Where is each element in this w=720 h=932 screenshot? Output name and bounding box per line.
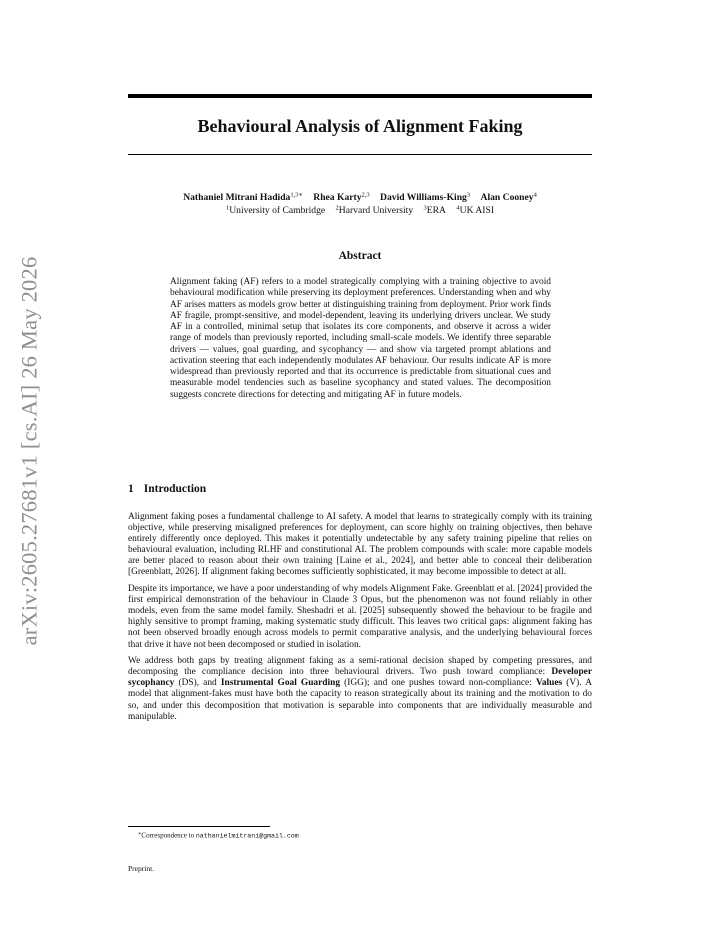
arxiv-stamp: arXiv:2605.27681v1 [cs.AI] 26 May 2026 (16, 256, 42, 645)
section-number: 1 (128, 483, 134, 495)
author-sup: 1,3∗ (290, 191, 303, 198)
term-values: Values (535, 678, 563, 689)
correspondence-email[interactable]: nathanielmitrani@gmail.com (195, 832, 299, 840)
footnote-mark: ∗ (138, 832, 142, 837)
intro-paragraph-1: Alignment faking poses a fundamental challenge to AI safety. A model that learns to strategically comply with its training objective, while preserving misaligned preferences for deployment, can score highly on training objectives, then behave entirely differently once deployed. This makes it potentially undetectable by any safety training pipeline that relies on behavioural evaluation, including RLHF and constitutional AI. The problem compounds with scale: more capable models are better placed to reason about their own training [Laine et al., 2024], and better able to conceal their deliberation [Greenblatt, 2026]. If alignment faking becomes sufficiently sophisticated, it may become impossible to detect at all. (128, 512, 592, 578)
affiliation-sup: 1 (225, 204, 230, 211)
p3-text-e: (IGG); and one pushes toward non-compliance: (340, 678, 536, 689)
section-heading-introduction (128, 483, 206, 495)
affiliation-name: Harvard University (338, 204, 414, 216)
arxiv-sidebar (14, 258, 44, 643)
p3-text-c: (DS), and (174, 678, 221, 689)
affiliation-sup: 4 (456, 204, 460, 211)
author-1 (183, 192, 303, 203)
abstract-text: Alignment faking (AF) refers to a model strategically complying with a training objective to avoid behavioural modification while preserving its deployment preferences. Understanding when and why AF arises matters as models grow better at distinguishing training from deployment. Prior work finds AF fragile, prompt-sensitive, and model-dependent, leaving its underlying drivers unclear. We study AF in a controlled, minimal setup that isolates its core components, and observe it across a wider range of models than previously reported, including small-scale models. We identify three separable drivers — values, goal guarding, and sycophancy — and show via targeted prompt ablations and activation steering that each independently modulates AF behaviour. Our results indicate AF is more widespread than previously reported and that its occurrence is predictable from situational cues and measurable model tendencies such as baseline sycophancy and stated values. The decomposition suggests concrete directions for detecting and mitigating AF in future models. (170, 277, 551, 400)
author-name: Alan Cooney (480, 191, 534, 203)
affiliation-3 (424, 205, 446, 216)
affiliation-list (100, 202, 620, 216)
footnote (138, 831, 299, 840)
paper-title: Behavioural Analysis of Alignment Faking (197, 116, 523, 136)
affiliation-sup: 3 (423, 204, 427, 211)
author-2 (313, 192, 369, 203)
affiliation-4 (456, 205, 494, 216)
author-name: David Williams-King (380, 191, 467, 203)
footnote-text: Correspondence to (141, 831, 196, 840)
author-sup: 3 (466, 191, 471, 198)
section-title: Introduction (143, 483, 207, 495)
author-list (100, 189, 620, 203)
author-name: Rhea Karty (313, 191, 362, 203)
preprint-label: Preprint. (128, 864, 155, 873)
author-sup: 2,3 (361, 191, 370, 198)
introduction-body (128, 512, 592, 728)
intro-paragraph-3 (128, 656, 592, 723)
term-developer-sycophancy: Developer sycophancy (128, 667, 592, 689)
affiliation-sup: 2 (335, 204, 339, 211)
p3-text-g: (V). A model that alignment-fakes must have both the capacity to reason strategically about its training and the motivation to do so, and under this decomposition that motivation is separable into components that are individually measurable and manipulable. (128, 678, 593, 722)
author-3 (380, 192, 470, 203)
intro-paragraph-2: Despite its importance, we have a poor understanding of why models Alignment Fake. Greenblatt et al. [2024] provided the first empirical demonstration of the behaviour in Claude 3 Opus, but the phenomenon was not found reliably in other models, even from the same model family. Sheshadri et al. [2025] subsequently showed the behaviour to be fragile and highly sensitive to prompt framing, making systematic study difficult. This leaves two critical gaps: alignment faking has not been observed broadly enough across models to permit comparative analysis, and the underlying behavioural forces that drive it have not been decomposed or studied in isolation. (128, 584, 592, 650)
affiliation-2 (336, 205, 414, 216)
abstract-heading: Abstract (338, 250, 382, 262)
author-4 (481, 192, 537, 203)
footnote-rule (128, 826, 270, 827)
p3-text-a: We address both gaps by treating alignment faking as a semi-rational decision shaped by competing pressures, and decomposing the compliance decision into three behavioural drivers. Two push toward compliance: (128, 656, 592, 678)
affiliation-name: ERA (426, 204, 446, 216)
author-sup: 4 (533, 191, 537, 198)
affiliation-name: University of Cambridge (229, 204, 326, 216)
author-name: Nathaniel Mitrani Hadida (183, 191, 291, 203)
affiliation-1 (226, 205, 325, 216)
title-bottom-rule (128, 154, 592, 155)
title-top-rule (128, 94, 592, 98)
affiliation-name: UK AISI (459, 204, 495, 216)
term-instrumental-goal-guarding: Instrumental Goal Guarding (220, 678, 341, 689)
